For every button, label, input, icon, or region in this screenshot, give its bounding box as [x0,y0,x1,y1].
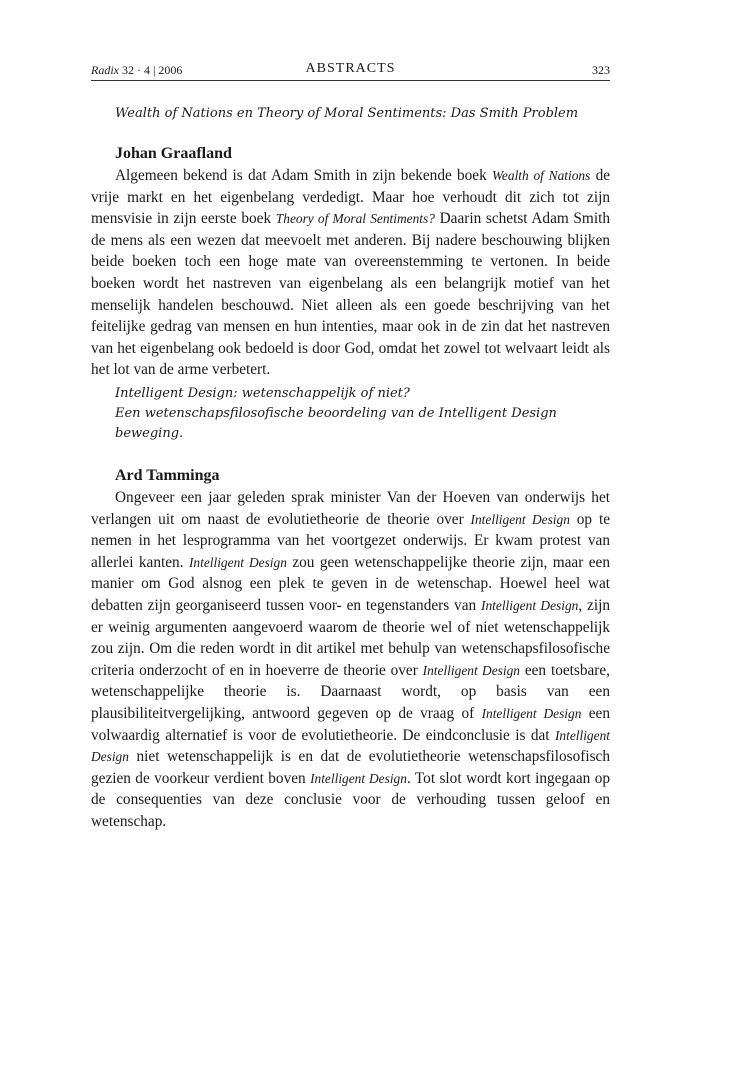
journal-issue: 32 · 4 | 2006 [122,63,183,77]
abstract-author: Johan Graafland [115,145,232,162]
abstract-title-line: Intelligent Design: wetenschappelijk of niet? [115,386,410,401]
italic-title-reference: Intelligent Design [481,597,579,613]
abstract-body: Algemeen bekend is dat Adam Smith in zijn bekende boek Wealth of Nations de vrije markt en het eigenbelang verdedigt. Maar hoe verhoudt dit zich tot zijn mensvisie in zijn eerste boek Theory of Moral Sentiments? Daarin schetst Adam Smith de mens als een wezen dat meevoelt met anderen. Bij nadere beschouwing blijken beide boeken toch een hoge mate van overeenstemming te vertonen. In beide boeken wordt het nastreven van eigenbelang als een belangrijk motief van het menselijk handelen beschouwd. Niet alleen als een goede beschrijving van het feitelijke gedrag van mensen en hun intenties, maar ook in de zin dat het nastreven van het eigenbelang ook bedoeld is door God, omdat het zowel tot welvaart leidt als het lot van de arme verbetert. [91,167,611,379]
abstract-intelligent-design [91,384,610,833]
journal-name: Radix [91,63,119,77]
italic-title-reference: Theory of Moral Sentiments? [275,211,435,227]
journal-info [91,63,182,78]
abstract-author: Ard Tamminga [115,467,220,484]
italic-title-reference: Intelligent Design [91,727,610,765]
abstract-subtitle-line: Een wetenschapsfilosofische beoordeling van de Intelligent Design beweging. [115,406,557,441]
section-title: ABSTRACTS [305,61,396,76]
italic-title-reference: Intelligent Design [481,705,582,721]
italic-title-reference: Wealth of Nations [492,168,591,183]
italic-title-reference: Intelligent Design [310,770,407,786]
page-number: 323 [592,63,610,77]
abstract-title-line: Wealth of Nations en Theory of Moral Sentiments: Das Smith Problem [115,106,579,121]
running-head [91,60,610,81]
italic-title-reference: Intelligent Design [422,662,520,678]
italic-title-reference: Intelligent Design [470,511,570,527]
abstract-smith [91,104,610,381]
abstract-body: Ongeveer een jaar geleden sprak minister Van der Hoeven van onderwijs het verlangen uit om naast de evolutietheorie de theorie over Intelligent Design op te nemen in het lesprogramma van het voortgezet onderwijs. Er kwam protest van allerlei kanten. Intelligent Design zou geen wetenschappelijke theorie zijn, maar een manier om God alsnog een plek te geven in de wetenschap. Hoewel heel wat debatten zijn georganiseerd tussen voor- en tegenstanders van Intelligent Design, zijn er weinig argumenten aangevoerd waarom de theorie wel of niet wetenschappelijk zou zijn. Om die reden wordt in dit artikel met behulp van wetenschapsfilosofische criteria onderzocht of en in hoeverre de theorie over Intelligent Design een toetsbare, wetenschappelijke theorie is. Daarnaast wordt, op basis van een plausibiliteitvergelijking, antwoord gegeven op de vraag of Intelligent Design een volwaardig alternatief is voor de evolutietheorie. De eindconclusie is dat Intelligent Design niet wetenschappelijk is en dat de evolutietheorie wetenschapsfilosofisch gezien de voorkeur verdient boven Intelligent Design. Tot slot wordt kort ingegaan op de consequenties van deze conclusie voor de verhouding tussen geloof en wetenschap. [91,489,610,830]
italic-title-reference: Intelligent Design [188,554,287,570]
abstract-title [115,384,610,444]
abstract-title [115,104,610,124]
